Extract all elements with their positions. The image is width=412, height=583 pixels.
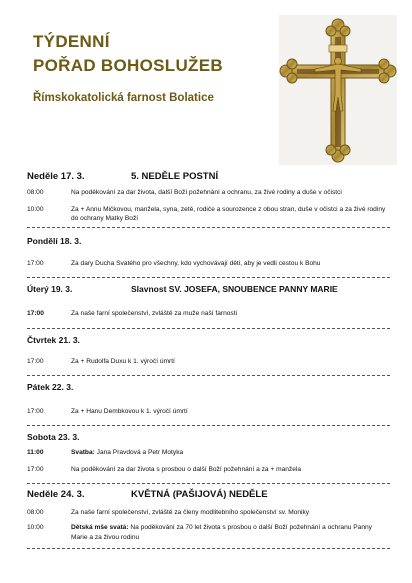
mass-intention: Jana Pravdová a Petr Motyka — [94, 448, 184, 456]
mass-entry — [27, 523, 390, 542]
mass-intention: Za + Annu Mičkovou, manžela, syna, zetě, rodiče a sourozence z obou stran, duše v očistci a za živé rodiny do ochrany Matky Boží — [71, 205, 386, 222]
mass-entry — [27, 309, 390, 319]
mass-entry — [27, 448, 390, 458]
day-feast: 5. NEDĚLE POSTNÍ — [131, 170, 219, 182]
title-line-1: TÝDENNÍ — [33, 32, 110, 51]
mass-time: 08:00 — [27, 508, 44, 516]
mass-entry — [27, 407, 390, 417]
mass-intention: Za + Hanu Dembkovou k 1. výročí úmrtí — [71, 408, 188, 415]
mass-time: 11:00 — [27, 448, 44, 456]
divider — [27, 227, 390, 228]
mass-intention: Za + Rudolfa Duxu k 1. výročí úmrtí — [71, 357, 175, 365]
mass-entry — [27, 205, 390, 224]
page-title — [33, 30, 223, 78]
day-header — [27, 281, 390, 297]
mass-time: 10:00 — [27, 205, 44, 213]
mass-intention: Za naše farní společenství, zvláště za muže naší farnosti — [71, 310, 238, 317]
day-feast: KVĚTNÁ (PAŠIJOVÁ) NEDĚLE — [131, 489, 268, 500]
mass-time: 17:00 — [27, 357, 44, 365]
day-feast: Slavnost SV. JOSEFA, SNOUBENCE PANNY MARIE — [131, 284, 338, 294]
parish-name: Římskokatolická farnost Bolatice — [33, 92, 214, 104]
mass-time: 08:00 — [27, 189, 44, 196]
divider — [27, 328, 390, 329]
day-header — [27, 429, 390, 445]
mass-time: 10:00 — [27, 524, 44, 531]
divider — [27, 277, 390, 278]
day-name: Pátek 22. 3. — [27, 382, 74, 392]
title-line-2: POŘAD BOHOSLUŽEB — [33, 56, 223, 75]
day-name: Neděle 17. 3. — [27, 170, 85, 182]
day-name: Sobota 23. 3. — [27, 431, 80, 442]
day-name: Neděle 24. 3. — [27, 489, 85, 500]
event-label: Dětská mše svatá: — [71, 524, 129, 531]
day-name: Úterý 19. 3. — [27, 284, 73, 294]
mass-entry — [27, 259, 390, 269]
mass-intention: Za naše farní společenství, zvláště za členy modlitebního společenství sv. Moniky — [71, 508, 310, 516]
mass-intention: Na poděkování za 70 let života s prosbou o další Boží požehnání a ochranu Panny Marie a za živou rodinu — [71, 524, 372, 541]
crucifix-icon — [279, 15, 397, 165]
mass-entry — [27, 357, 390, 367]
mass-intention: Za dary Ducha Svatého pro všechny, kdo vychovávají děti, aby je vedli cestou k Bohu — [71, 259, 321, 267]
day-header — [27, 332, 390, 348]
mass-intention: Na poděkování za dar života, další Boží požehnání a ochranu, za živé rodiny a duše v očistci — [71, 189, 342, 196]
divider — [27, 548, 390, 549]
divider — [27, 483, 390, 484]
day-header — [27, 379, 390, 395]
schedule — [27, 168, 390, 549]
day-name: Čtvrtek 21. 3. — [27, 334, 80, 345]
event-label: Svatba: — [71, 448, 95, 456]
mass-time: 17:00 — [27, 466, 44, 473]
mass-time: 17:00 — [27, 408, 44, 415]
mass-entry — [27, 188, 390, 198]
day-header — [27, 487, 390, 503]
mass-time: 17:00 — [27, 310, 44, 317]
day-header — [27, 233, 390, 249]
mass-entry — [27, 465, 390, 475]
mass-intention: Na poděkování za dar života s prosbou o další Boží požehnání a za + manžela — [71, 466, 302, 473]
mass-entry — [27, 508, 390, 518]
day-header — [27, 168, 390, 184]
divider — [27, 425, 390, 426]
mass-time: 17:00 — [27, 259, 44, 267]
divider — [27, 375, 390, 376]
day-name: Pondělí 18. 3. — [27, 235, 82, 246]
